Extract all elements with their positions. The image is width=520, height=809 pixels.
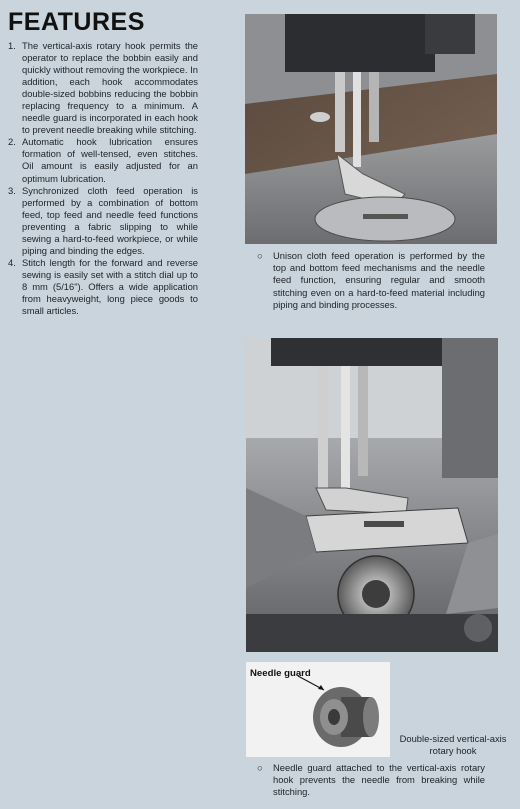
photo-presser-foot (245, 14, 497, 244)
feature-number: 1. (8, 40, 16, 51)
feature-item (8, 40, 198, 136)
feature-text: The vertical-axis rotary hook permits the operator to replace the bobbin easily and quickly without removing the workpiece. In addition, each hook accommodates double-sized bobbins reducing the bobbin replacing frequency to a minimum. A needle guard is incorporated in each hook to prevent needle breaking while stitching. (22, 40, 198, 136)
rotary-hook-illustration (246, 338, 498, 652)
caption-needle-guard (257, 762, 485, 799)
needle-guard-label: Needle guard (250, 668, 311, 679)
feature-text: Automatic hook lubrication ensures formation of well-tensed, even stitches. Oil amount is easily adjusted for an optimum lubrication. (22, 136, 198, 184)
caption-bullet: ○ (257, 250, 263, 261)
page-title: FEATURES (8, 8, 145, 36)
features-list (8, 40, 198, 317)
feature-text: Synchronized cloth feed operation is performed by a combination of bottom feed, top feed and needle feed functions preventing a fabric slipping to while sewing a hard-to-feed workpiece, or while piping and binding the edges. (22, 184, 198, 256)
feature-number: 2. (8, 136, 16, 148)
caption-text: Needle guard attached to the vertical-axis rotary hook prevents the needle from breaking while stitching. (273, 762, 485, 798)
photo-needle-guard (246, 662, 390, 757)
feature-text: Stitch length for the forward and reverse sewing is easily set with a stitch dial up to 8 mm (5/16"). Offers a wide application from heavyweight, long piece goods to small articles. (22, 256, 198, 317)
feature-number: 4. (8, 256, 16, 268)
caption-text: Unison cloth feed operation is performed by the top and bottom feed mechanisms and the needle feed function, ensuring regular and smooth stitching even on a hard-to-feed material including piping and binding processes. (273, 250, 485, 310)
feature-item (8, 185, 198, 257)
feature-item (8, 136, 198, 184)
photo-rotary-hook-assembly (246, 338, 498, 652)
caption-unison-feed (257, 250, 485, 311)
feature-number: 3. (8, 184, 16, 196)
caption-double-sized-hook: Double-sized vertical-axis rotary hook (399, 733, 507, 756)
caption-bullet: ○ (257, 762, 263, 773)
feature-item (8, 257, 198, 317)
presser-foot-illustration (245, 14, 497, 244)
